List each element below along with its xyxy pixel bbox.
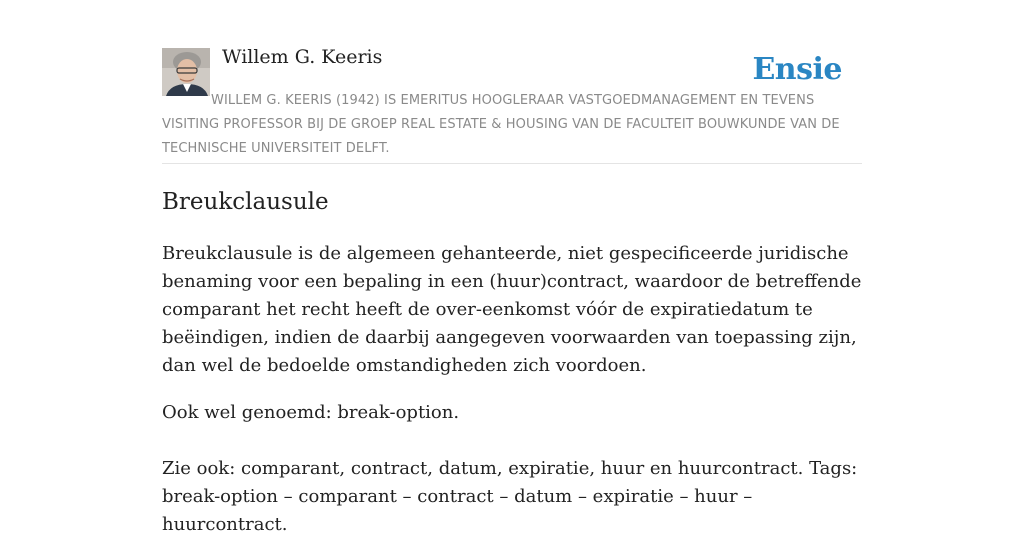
entry-title: Breukclausule xyxy=(162,189,329,215)
entry-definition: Breukclausule is de algemeen gehanteerde, niet gespecificeerde juridische benaming voor een bepaling in een (huur)contract, waardoor de betreffende comparant het recht heeft de over-eenkomst vóór de expiratiedatum te beëindigen, indien de daarbij aangegeven voorwaarden van toepassing zijn, dan wel de bedoelde omstandigheden zich voordoen. xyxy=(162,243,862,376)
author-bio: WILLEM G. KEERIS (1942) IS EMERITUS HOOGLERAAR VASTGOEDMANAGEMENT EN TEVENS VISITING PROFESSOR BIJ DE GROEP REAL ESTATE & HOUSING VAN DE FACULTEIT BOUWKUNDE VAN DE TECHNISCHE UNIVERSITEIT DELFT. xyxy=(162,93,840,156)
author-name[interactable]: Willem G. Keeris xyxy=(222,46,383,68)
header-divider xyxy=(162,163,862,164)
entry-see-also: Zie ook: comparant, contract, datum, expiratie, huur en huurcontract. Tags: break-option – comparant – contract – datum – expiratie – huur – huurcontract. xyxy=(162,458,858,535)
page xyxy=(162,0,862,535)
entry-alias: Ook wel genoemd: break-option. xyxy=(162,402,460,423)
brand-logo[interactable]: Ensie xyxy=(752,52,842,87)
entry-content xyxy=(162,240,862,539)
